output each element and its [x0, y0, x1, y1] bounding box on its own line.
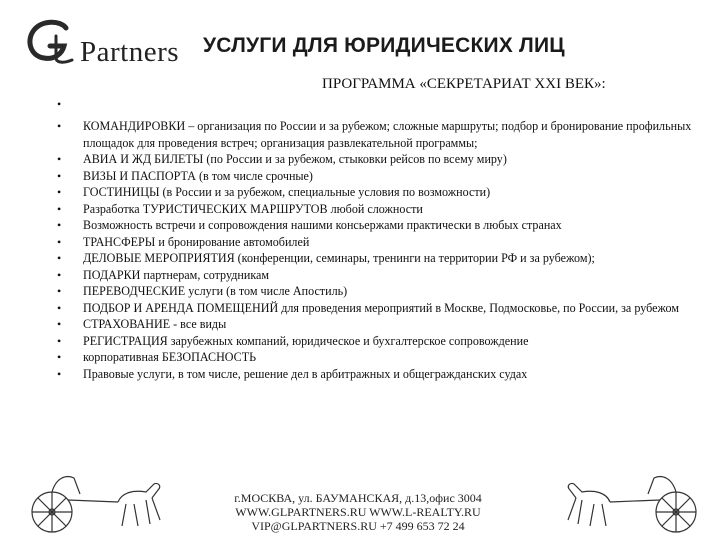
bullet-icon: •	[57, 300, 62, 315]
glpartners-logo	[22, 14, 182, 68]
list-item: • ПОДАРКИ партнерам, сотрудникам	[57, 267, 270, 282]
bullet-icon: •	[57, 350, 62, 364]
bullet-icon: •	[57, 152, 62, 166]
horse-carriage-icon	[556, 464, 706, 534]
services-list	[57, 96, 697, 382]
list-item-empty	[57, 96, 697, 118]
footer-contact[interactable]: VIP@GLPARTNERS.RU +7 499 653 72 24	[251, 519, 465, 533]
footer-address: г.МОСКВА, ул. БАУМАНСКАЯ, д.13,офис 3004	[234, 491, 482, 505]
list-item: • ДЕЛОВЫЕ МЕРОПРИЯТИЯ (конференции, семинары, тренинги на территории РФ и за рубежом);	[57, 251, 595, 265]
logo-wordmark: Partners	[80, 36, 180, 68]
list-item: • Разработка ТУРИСТИЧЕСКИХ МАРШРУТОВ любой сложности	[57, 201, 423, 216]
bullet-icon: •	[57, 119, 62, 133]
footer-websites[interactable]: WWW.GLPARTNERS.RU WWW.L-REALTY.RU	[235, 505, 481, 519]
gl-monogram-icon	[22, 14, 82, 68]
bullet-icon: •	[57, 201, 62, 216]
bullet-icon: •	[57, 267, 62, 282]
bullet-icon: •	[57, 366, 62, 381]
bullet-icon: •	[57, 251, 62, 265]
list-item: • АВИА И ЖД БИЛЕТЫ (по России и за рубежом, стыковки рейсов по всему миру)	[57, 152, 507, 166]
list-item: • Возможность встречи и сопровождения нашими консьержами практически в любых странах	[57, 218, 562, 232]
list-item: • ТРАНСФЕРЫ и бронирование автомобилей	[57, 234, 310, 249]
bullet-icon: •	[57, 218, 62, 232]
horse-carriage-icon	[22, 464, 172, 534]
footer-contacts	[198, 491, 518, 533]
list-item: • СТРАХОВАНИЕ - все виды	[57, 317, 227, 331]
list-item: • РЕГИСТРАЦИЯ зарубежных компаний, юридическое и бухгалтерское сопровождение	[57, 333, 529, 348]
bullet-icon: •	[57, 168, 62, 183]
list-item: • КОМАНДИРОВКИ – организация по России и за рубежом; сложные маршруты; подбор и бронирование профильных площадок для проведения встреч; организация развлекательной программы;	[57, 119, 692, 150]
bullet-icon: •	[57, 234, 62, 249]
list-item: • ВИЗЫ И ПАСПОРТА (в том числе срочные)	[57, 168, 313, 183]
bullet-icon: •	[57, 317, 62, 331]
list-item: • Правовые услуги, в том числе, решение дел в арбитражных и общегражданских судах	[57, 366, 528, 381]
list-item: • корпоративная БЕЗОПАСНОСТЬ	[57, 350, 257, 364]
page-title: УСЛУГИ ДЛЯ ЮРИДИЧЕСКИХ ЛИЦ	[203, 34, 565, 57]
list-item: • ПОДБОР И АРЕНДА ПОМЕЩЕНИЙ для проведения мероприятий в Москве, Подмосковье, по России, за рубежом	[57, 300, 679, 315]
bullet-icon: •	[57, 97, 62, 111]
list-item: • ПЕРЕВОДЧЕСКИЕ услуги (в том числе Апостиль)	[57, 284, 348, 298]
bullet-icon: •	[57, 333, 62, 348]
bullet-icon: •	[57, 185, 62, 199]
list-item: • ГОСТИНИЦЫ (в России и за рубежом, специальные условия по возможности)	[57, 185, 491, 199]
bullet-icon: •	[57, 284, 62, 298]
program-title: ПРОГРАММА «СЕКРЕТАРИАТ XXI ВЕК»:	[322, 76, 606, 92]
